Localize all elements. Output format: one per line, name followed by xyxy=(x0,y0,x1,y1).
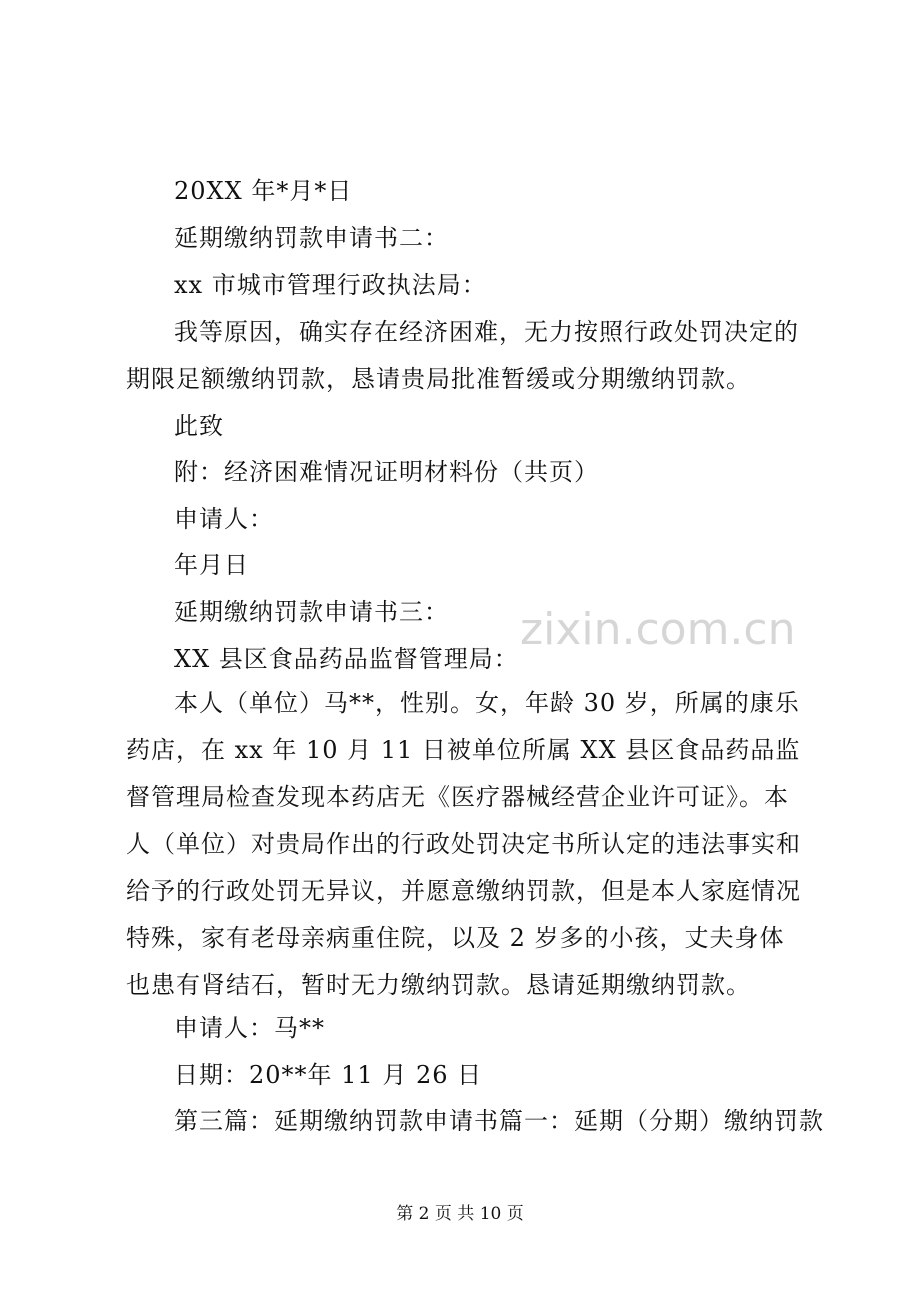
body-paragraph-two: 我等原因，确实存在经济困难，无力按照行政处罚决定的期限足额缴纳罚款，恳请贵局批准暂缓或分期缴纳罚款。 xyxy=(126,318,799,393)
date-line-three: 日期：20**年 11 月 26 日 xyxy=(174,1061,483,1089)
watermark: zixin.com.cn xyxy=(520,604,796,655)
date-blank-line: 年月日 xyxy=(174,551,249,579)
addressee-three: XX 县区食品药品监督管理局： xyxy=(174,645,519,673)
attachment-line: 附：经济困难情况证明材料份（共页） xyxy=(174,458,599,486)
applicant-label: 申请人： xyxy=(174,505,274,533)
applicant-signature: 申请人：马** xyxy=(174,1014,325,1042)
page-footer: 第 2 页 共 10 页 xyxy=(396,1204,524,1224)
body-paragraph-three: 本人（单位）马**，性别。女，年龄 30 岁，所属的康乐药店，在 xx 年 10 月 11 日被单位所属 XX 县区食品药品监督管理局检查发现本药店无《医疗器械经营企业许可证》。本人（单位）对贵局作出的行政处罚决定书所认定的违法事实和给予的行政处罚无异议，并愿意缴纳罚款，但是本人家庭情况特殊，家有老母亲病重住院，以及 2 岁多的小孩，丈夫身体也患有肾结石，暂时无力缴纳罚款。恳请延期缴纳罚款。 xyxy=(126,689,801,999)
heading-application-two: 延期缴纳罚款申请书二： xyxy=(174,224,449,252)
section-heading-three: 第三篇：延期缴纳罚款申请书篇一：延期（分期）缴纳罚款 xyxy=(174,1107,824,1135)
addressee-two: xx 市城市管理行政执法局： xyxy=(174,271,487,299)
heading-application-three: 延期缴纳罚款申请书三： xyxy=(174,598,449,626)
date-line: 20XX 年*月*日 xyxy=(174,177,353,205)
closing-line: 此致 xyxy=(174,412,224,440)
